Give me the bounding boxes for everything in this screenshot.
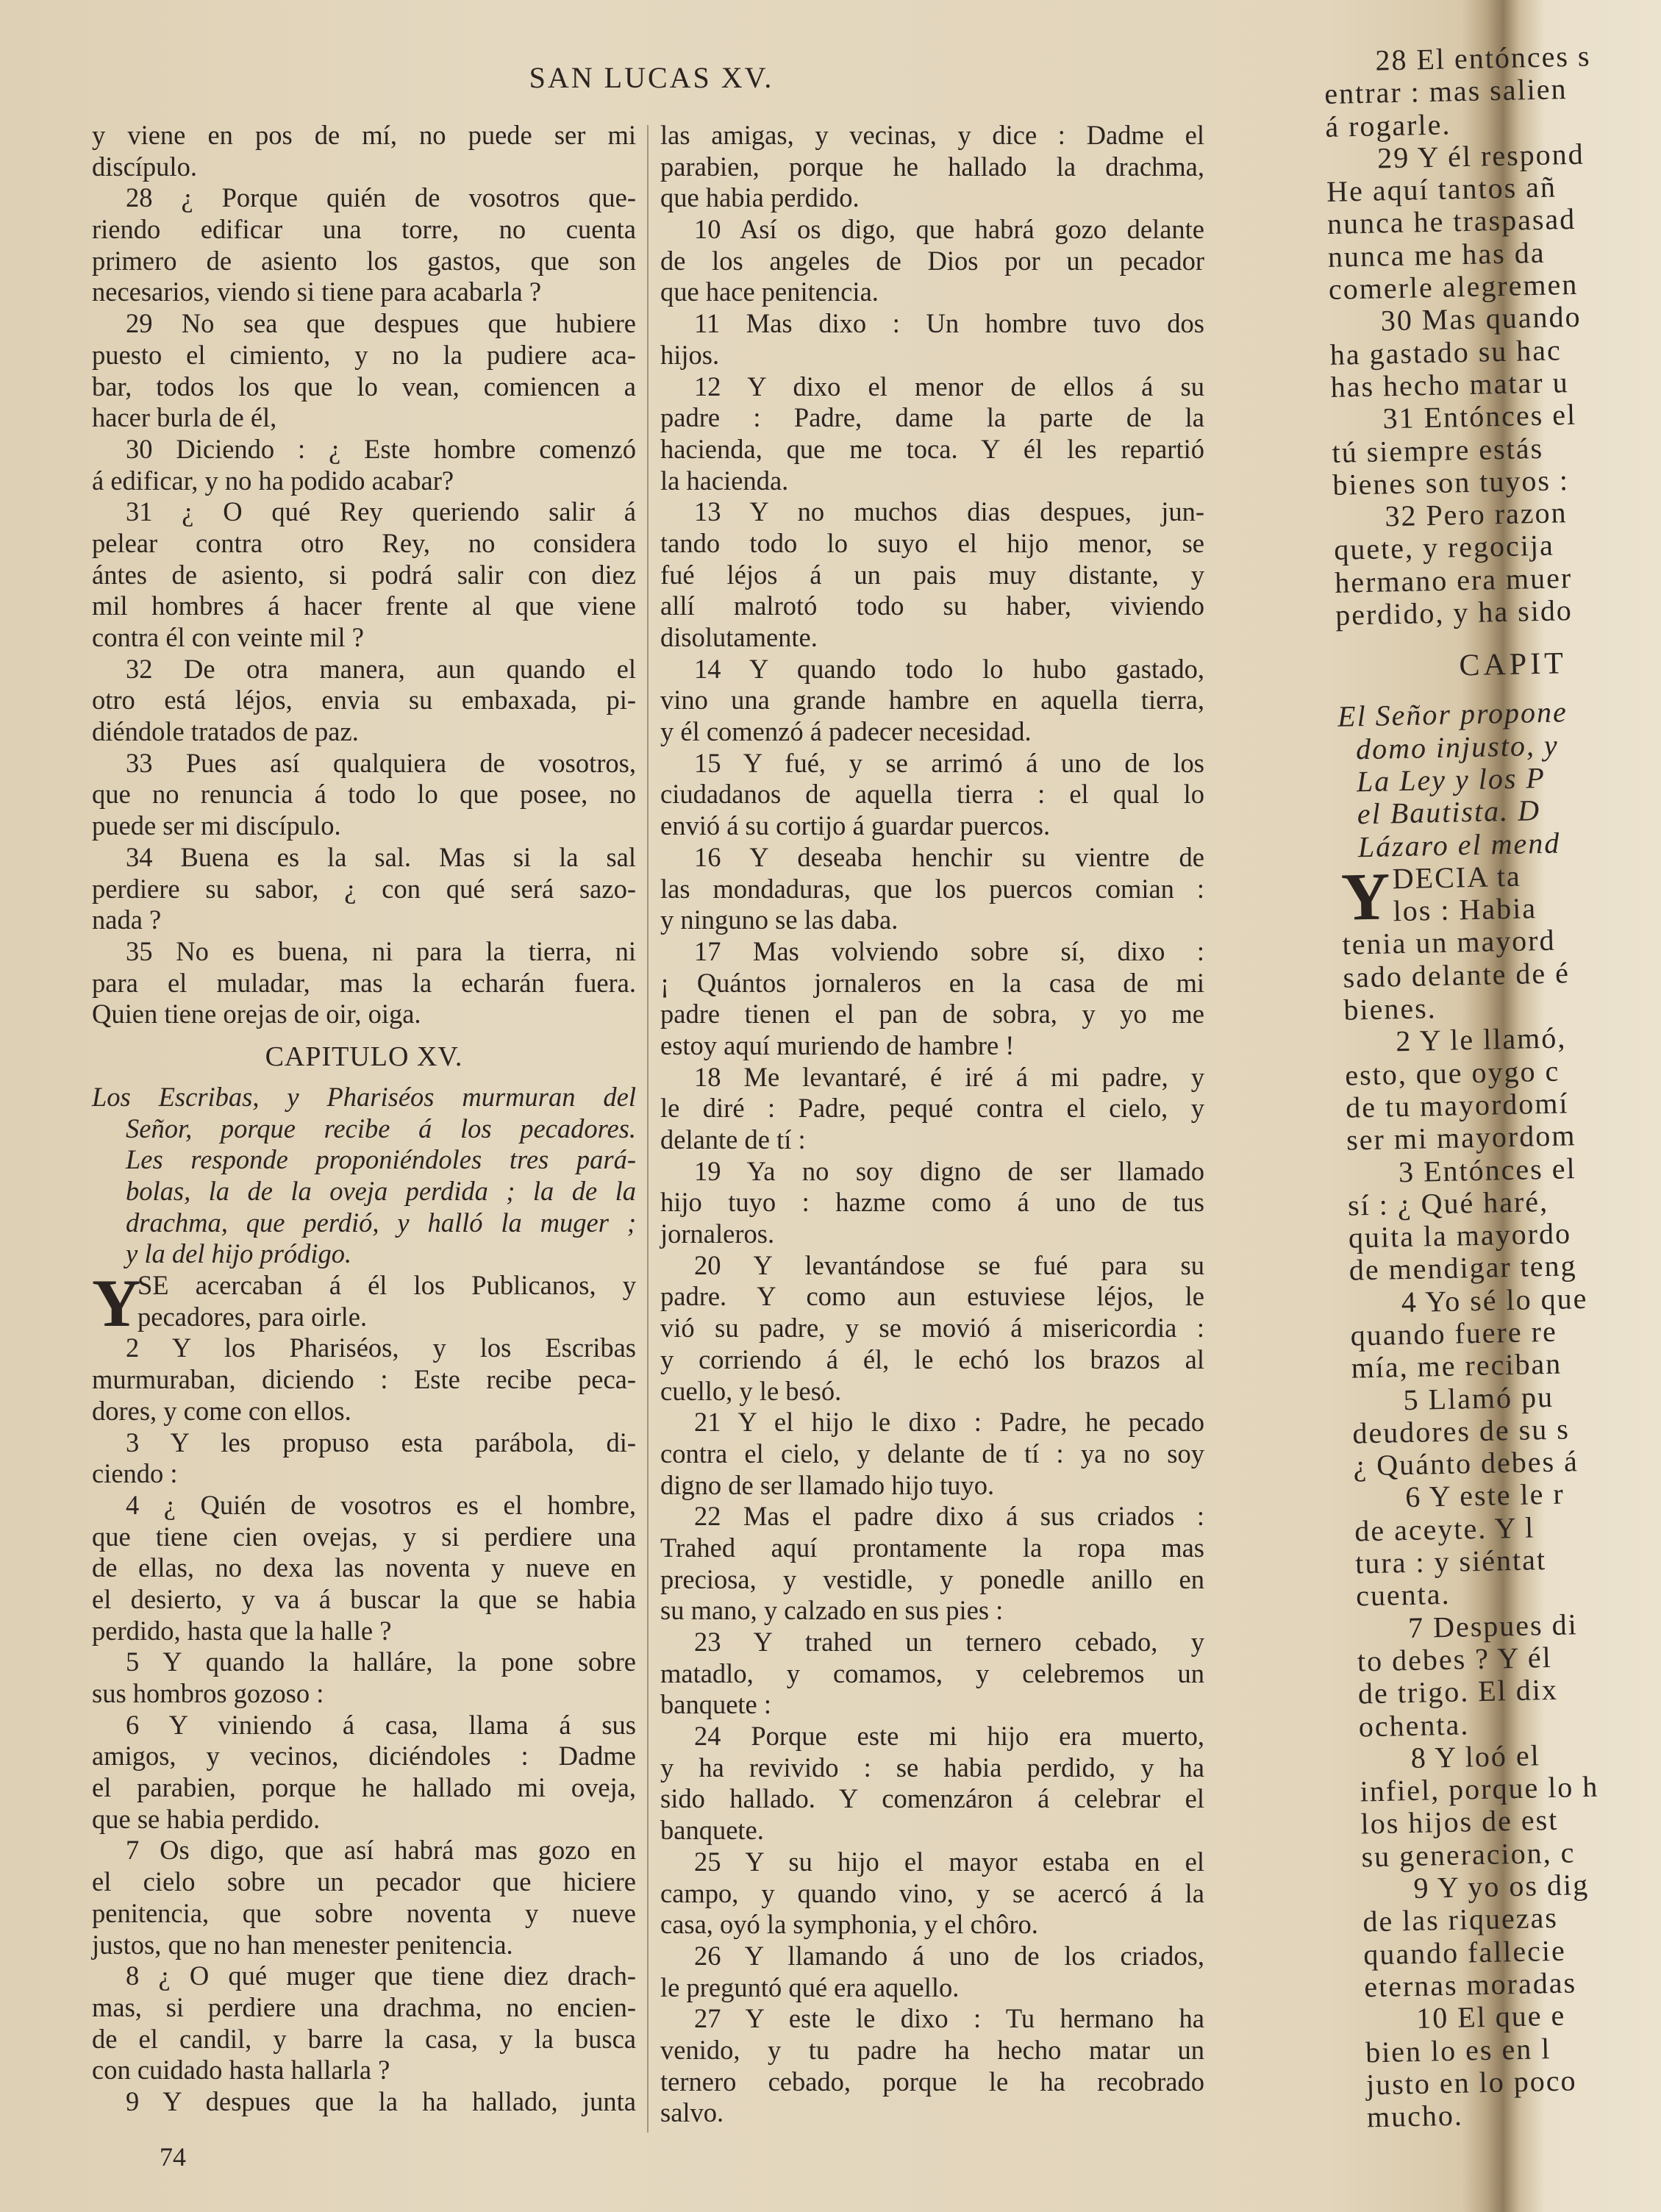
text-line: 30 Mas quando	[1380, 300, 1582, 338]
text-line: parabien, porque he hallado la drachma,	[660, 151, 1204, 182]
text-line: banquete.	[660, 1815, 764, 1846]
text-line: sido hallado. Y comenzáron á celebrar el	[660, 1783, 1204, 1814]
text-line: campo, y quando vino, y se acercó á la	[660, 1877, 1204, 1908]
text-line: allí malrotó todo su haber, viviendo	[660, 591, 1204, 621]
text-line: su generacion, c	[1361, 1835, 1576, 1874]
text-line: ¡ Quántos jornaleros en la casa de mi	[660, 967, 1204, 998]
text-line: eternas moradas	[1363, 1966, 1577, 2004]
text-line: 11 Mas dixo : Un hombre tuvo dos	[694, 308, 1204, 339]
verse-paragraph	[660, 2003, 1204, 2129]
verse-paragraph	[660, 308, 1204, 371]
verse-paragraph	[660, 1627, 1204, 1721]
text-line: de el candil, y barre la casa, y la busca	[92, 2023, 636, 2054]
text-line: de mendigar teng	[1349, 1249, 1577, 1288]
text-line: deudores de su s	[1352, 1412, 1571, 1450]
verse-paragraph	[92, 434, 636, 496]
text-line: estoy aquí muriendo de hambre !	[660, 1030, 1015, 1060]
text-line: el parabien, porque he hallado mi oveja,	[92, 1772, 636, 1803]
text-line: digno de ser llamado hijo tuyo.	[660, 1469, 995, 1500]
verse-paragraph	[660, 654, 1204, 748]
running-title: SAN LUCAS XV.	[529, 61, 774, 94]
text-line: 19 Ya no soy digno de ser llamado	[694, 1155, 1204, 1186]
verse-paragraph	[92, 1835, 636, 1961]
text-line: 24 Porque este mi hijo era muerto,	[694, 1721, 1204, 1752]
text-line: 26 Y llamando á uno de los criados,	[694, 1940, 1204, 1971]
text-line: 4 Yo sé lo que	[1401, 1281, 1588, 1319]
text-line: las amigas, y vecinas, y dice : Dadme el	[660, 120, 1204, 150]
text-line: nunca he traspasad	[1326, 202, 1576, 241]
text-line: vió su padre, y se movió á misericordia :	[660, 1313, 1204, 1344]
text-line: perdiere su sabor, ¿ con qué será sazo-	[92, 873, 636, 904]
text-line: que habia perdido.	[660, 182, 860, 213]
text-line: matadlo, y comamos, y celebremos un	[660, 1658, 1204, 1688]
text-line: 15 Y fué, y se arrimó á uno de los	[694, 747, 1204, 778]
text-line: y ha revivido : se habia perdido, y ha	[660, 1752, 1204, 1783]
text-line: mas, si perdiere una drachma, no encien-	[92, 1991, 636, 2022]
text-line: bar, todos los que lo vean, comiencen a	[92, 371, 636, 402]
text-line: pelear contra otro Rey, no considera	[92, 527, 636, 558]
text-line: justo en lo poco	[1365, 2063, 1577, 2102]
text-line: con cuidado hasta hallarla ?	[92, 2055, 390, 2086]
verse-paragraph	[1333, 496, 1630, 632]
page-number: 74	[160, 2142, 186, 2172]
text-line: ¿ Quánto debes á	[1352, 1444, 1579, 1483]
text-line: salvo.	[660, 2097, 724, 2128]
text-line: que hace penitencia.	[660, 276, 879, 307]
verse-paragraph	[92, 1710, 636, 1835]
text-line: de las riquezas	[1362, 1901, 1559, 1938]
text-line: cuenta.	[1355, 1577, 1451, 1613]
text-line: DECIA ta	[1392, 859, 1522, 896]
text-line: justos, que no han menester penitencia.	[92, 1929, 513, 1960]
text-line: sado delante de é	[1343, 955, 1571, 994]
text-line: 34 Buena es la sal. Mas si la sal	[126, 841, 636, 872]
text-line: le preguntó qué era aquello.	[660, 1972, 960, 2002]
text-line: El Señor propone	[1337, 695, 1568, 734]
verse-paragraph	[660, 1407, 1204, 1501]
text-line: envió á su cortijo á guardar puercos.	[660, 810, 1051, 841]
text-line: hacienda, que me toca. Y él les repartió	[660, 433, 1204, 464]
verse-paragraph	[660, 371, 1204, 497]
left-text-column	[92, 120, 636, 2118]
verse-paragraph	[92, 1332, 636, 1427]
text-line: para el muladar, mas la echarán fuera.	[92, 967, 636, 998]
verse-paragraph	[660, 1721, 1204, 1847]
text-line: 30 Diciendo : ¿ Este hombre comenzó	[126, 433, 636, 464]
text-line: 3 Y les propuso esta parábola, di-	[126, 1427, 636, 1458]
text-line: ántes de asiento, si podrá salir con diez	[92, 559, 636, 590]
text-line: La Ley y los P	[1356, 760, 1546, 799]
text-line: de tu mayordomí	[1345, 1086, 1569, 1124]
chapter-summary	[1337, 695, 1635, 864]
text-line: 29 No sea que despues que hubiere	[126, 308, 636, 339]
text-line: sí : ¿ Qué haré,	[1347, 1184, 1549, 1222]
chapter-summary	[92, 1082, 636, 1270]
text-line: CAPITULO XV.	[265, 1041, 463, 1072]
drop-cap-initial: Y	[92, 1266, 141, 1341]
text-line: quita la mayordo	[1348, 1216, 1572, 1255]
verse-paragraph	[92, 1266, 636, 1341]
text-line: 28 ¿ Porque quién de vosotros que-	[126, 182, 636, 213]
verse-paragraph	[660, 1847, 1204, 1941]
verse-paragraph	[660, 1156, 1204, 1250]
text-line: perdido, y ha sido	[1335, 593, 1574, 632]
text-line: 3 Entónces el	[1398, 1151, 1577, 1188]
text-line: entrar : mas salien	[1324, 72, 1568, 111]
text-line: ternero cebado, porque le ha recobrado	[660, 2066, 1204, 2097]
text-line: padre : Padre, dame la parte de la	[660, 402, 1204, 433]
text-line: hijos.	[660, 339, 720, 370]
text-line: hacer burla de él,	[92, 402, 277, 433]
text-line: las mondaduras, que los puercos comian :	[660, 873, 1204, 904]
text-line: SE acercaban á él los Publicanos, y	[137, 1270, 636, 1301]
text-line: los : Habia	[1393, 891, 1537, 928]
text-line: Quien tiene orejas de oir, oiga.	[92, 999, 421, 1030]
text-line: preciosa, y vestidle, y ponedle anillo en	[660, 1563, 1204, 1594]
text-line: sus hombros gozoso :	[92, 1678, 324, 1708]
text-line: amigos, y vecinos, diciéndoles : Dadme	[92, 1741, 636, 1772]
verse-paragraph	[92, 1646, 636, 1709]
text-line: 20 Y levantándose se fué para su	[694, 1249, 1204, 1280]
text-line: fué léjos á un pais muy distante, y	[660, 559, 1204, 590]
verse-paragraph	[92, 120, 636, 182]
text-line: banquete :	[660, 1689, 772, 1720]
verse-paragraph	[1359, 1737, 1656, 1874]
verse-paragraph	[92, 936, 636, 1030]
chapter-heading	[1336, 626, 1632, 696]
text-line: comerle alegremen	[1328, 267, 1579, 307]
text-line: y ninguno se las daba.	[660, 905, 899, 935]
text-line: vino una grande hambre en aquella tierra,	[660, 685, 1204, 716]
text-line: 5 Llamó pu	[1403, 1380, 1554, 1416]
text-line: 29 Y él respond	[1376, 137, 1585, 175]
text-line: quando fuere re	[1350, 1314, 1558, 1352]
text-line: 33 Pues así qualquiera de vosotros,	[126, 747, 636, 778]
text-line: su mano, y calzado en sus pies :	[660, 1595, 1004, 1626]
text-line: dores, y come con ellos.	[92, 1395, 351, 1426]
text-line: 14 Y quando todo lo hubo gastado,	[694, 653, 1204, 684]
text-line: pecadores, para oirle.	[137, 1301, 368, 1332]
text-line: 31 Entónces el	[1382, 398, 1577, 435]
verse-paragraph	[660, 496, 1204, 653]
text-line: el Bautista. D	[1357, 793, 1541, 831]
verse-paragraph	[1340, 857, 1636, 935]
verse-paragraph	[1342, 923, 1638, 1027]
text-line: mía, me reciban	[1351, 1346, 1562, 1385]
text-line: 13 Y no muchos dias despues, jun-	[694, 496, 1204, 527]
text-line: 10 Así os digo, que habrá gozo delante	[694, 214, 1204, 245]
text-line: tenia un mayord	[1342, 924, 1556, 962]
text-line: que tiene cien ovejas, y si perdiere una	[92, 1521, 636, 1552]
verse-paragraph	[660, 214, 1204, 308]
text-line: ochenta.	[1358, 1707, 1470, 1744]
verse-paragraph	[1326, 137, 1624, 306]
verse-paragraph	[1329, 300, 1625, 404]
text-line: ha gastado su hac	[1329, 332, 1562, 371]
text-line: has hecho matar u	[1330, 365, 1570, 404]
verse-paragraph	[92, 1427, 636, 1490]
text-line: Los Escribas, y Phariséos murmuran del	[92, 1081, 636, 1112]
facing-page-text	[1324, 40, 1661, 2134]
text-line: de ellas, no dexa las noventa y nueve en	[92, 1552, 636, 1583]
column-divider	[647, 125, 649, 2133]
text-line: á rogarle.	[1324, 107, 1451, 143]
text-line: domo injusto, y	[1355, 728, 1559, 766]
text-line: bolas, la de la oveja perdida ; la de la	[126, 1176, 636, 1206]
text-line: tando todo lo suyo el hijo menor, se	[660, 527, 1204, 558]
text-line: mucho.	[1366, 2098, 1464, 2134]
text-line: 27 Y este le dixo : Tu hermano ha	[694, 2003, 1204, 2034]
verse-paragraph	[92, 842, 636, 936]
verse-paragraph	[92, 1490, 636, 1646]
verse-paragraph	[92, 654, 636, 748]
verse-paragraph	[92, 748, 636, 842]
text-line: infiel, porque lo h	[1360, 1769, 1599, 1808]
text-line: penitencia, que sobre noventa y nueve	[92, 1897, 636, 1928]
verse-paragraph	[660, 748, 1204, 842]
text-line: disolutamente.	[660, 622, 818, 652]
verse-paragraph	[92, 1961, 636, 2086]
text-line: 32 Pero razon	[1384, 496, 1568, 533]
text-line: 18 Me levantaré, é iré á mi padre, y	[694, 1061, 1204, 1092]
text-line: diéndole tratados de paz.	[92, 716, 359, 747]
text-line: hijo tuyo : hazme como á uno de tus	[660, 1187, 1204, 1218]
text-line: primero de asiento los gastos, que son	[92, 245, 636, 276]
text-line: 2 Y los Phariséos, y los Escribas	[126, 1332, 636, 1363]
text-line: la hacienda.	[660, 465, 789, 496]
text-line: 12 Y dixo el menor de ellos á su	[694, 371, 1204, 402]
text-line: 6 Y viniendo á casa, llama á sus	[126, 1709, 636, 1740]
text-line: 9 Y despues que la ha hallado, junta	[126, 2086, 636, 2116]
text-line: Trahed aquí prontamente la ropa mas	[660, 1532, 1204, 1563]
text-line: drachma, que perdió, y halló la muger ;	[126, 1207, 636, 1238]
verse-paragraph	[660, 936, 1204, 1062]
chapter-heading	[92, 1030, 636, 1077]
verse-paragraph	[660, 1501, 1204, 1627]
text-line: 28 El entónces s	[1374, 39, 1591, 77]
verse-paragraph	[92, 2086, 636, 2118]
text-line: 23 Y trahed un ternero cebado, y	[694, 1627, 1204, 1657]
text-line: to debes ? Y él	[1357, 1640, 1553, 1678]
verse-paragraph	[1362, 1867, 1659, 2004]
text-line: venido, y tu padre ha hecho matar un	[660, 2034, 1204, 2065]
verse-paragraph	[92, 496, 636, 653]
text-line: ciendo :	[92, 1458, 178, 1489]
verse-paragraph	[660, 1062, 1204, 1156]
text-line: padre tienen el pan de sobra, y yo me	[660, 999, 1204, 1030]
text-line: 35 No es buena, ni para la tierra, ni	[126, 935, 636, 966]
text-line: Lázaro el mend	[1357, 826, 1561, 863]
text-line: 25 Y su hijo el mayor estaba en el	[694, 1846, 1204, 1877]
text-line: y corriendo á él, le echó los brazos al	[660, 1344, 1204, 1374]
text-line: bienes.	[1343, 991, 1437, 1027]
text-line: casa, oyó la symphonia, y el chôro.	[660, 1909, 1038, 1940]
text-line: 2 Y le llamó,	[1395, 1021, 1567, 1058]
text-line: He aquí tantos añ	[1326, 170, 1557, 209]
text-line: hermano era muer	[1334, 560, 1573, 599]
text-line: CAPIT	[1459, 646, 1568, 683]
text-line: 17 Mas volviendo sobre sí, dixo :	[694, 935, 1204, 966]
text-line: puede ser mi discípulo.	[92, 810, 341, 841]
text-line: puesto el cimiento, y no la pudiere aca-	[92, 339, 636, 370]
text-line: 16 Y deseaba henchir su vientre de	[694, 841, 1204, 872]
verse-paragraph	[660, 1941, 1204, 2003]
verse-paragraph	[1357, 1607, 1654, 1744]
text-line: delante de tí :	[660, 1124, 806, 1155]
verse-paragraph	[660, 120, 1204, 214]
text-line: contra él con veinte mil ?	[92, 622, 364, 652]
text-line: 21 Y el hijo le dixo : Padre, he pecado	[694, 1407, 1204, 1438]
text-line: murmuraban, diciendo : Este recibe peca-	[92, 1364, 636, 1395]
text-line: de los angeles de Dios por un pecador	[660, 245, 1204, 276]
text-line: riendo edificar una torre, no cuenta	[92, 214, 636, 245]
text-line: ser mi mayordom	[1346, 1119, 1576, 1157]
verse-paragraph	[1324, 40, 1620, 143]
text-line: 7 Despues di	[1407, 1607, 1579, 1644]
text-line: ciudadanos de aquella tierra : el qual lo	[660, 779, 1204, 810]
text-line: 8 ¿ O qué muger que tiene diez drach-	[126, 1961, 636, 1991]
text-line: 32 De otra manera, aun quando el	[126, 653, 636, 684]
text-line: mil hombres á hacer frente al que viene	[92, 591, 636, 621]
text-line: quete, y regocija	[1333, 529, 1555, 567]
text-line: quando fallecie	[1362, 1933, 1567, 1972]
verse-paragraph	[660, 1250, 1204, 1407]
verse-paragraph	[92, 308, 636, 434]
text-line: tura : y siéntat	[1354, 1543, 1547, 1580]
text-line: le diré : Padre, pequé contra el cielo, y	[660, 1093, 1204, 1124]
text-line: el desierto, y va á buscar la que se habia	[92, 1583, 636, 1614]
text-line: necesarios, viendo si tiene para acabarla ?	[92, 276, 542, 307]
text-line: nunca me has da	[1327, 235, 1546, 274]
text-line: de trigo. El dix	[1357, 1673, 1559, 1710]
text-line: 31 ¿ O qué Rey queriendo salir á	[126, 496, 636, 527]
text-line: 8 Y loó el	[1410, 1738, 1541, 1774]
text-line: Señor, porque recibe á los pecadores.	[126, 1113, 636, 1144]
text-line: á edificar, y no ha podido acabar?	[92, 465, 454, 496]
text-line: y él comenzó á padecer necesidad.	[660, 716, 1032, 747]
text-line: de aceyte. Y l	[1354, 1510, 1535, 1548]
text-line: 10 El que e	[1415, 1998, 1566, 2036]
verse-paragraph	[1365, 1997, 1661, 2134]
drop-cap-initial: Y	[1340, 858, 1393, 935]
text-line: 9 Y yo os dig	[1413, 1868, 1590, 1905]
text-line: 6 Y este le r	[1404, 1477, 1565, 1514]
text-line: bienes son tuyos :	[1332, 463, 1570, 502]
right-text-column	[660, 120, 1204, 2129]
text-line: 4 ¿ Quién de vosotros es el hombre,	[126, 1489, 636, 1520]
text-line: cuello, y le besó.	[660, 1375, 842, 1406]
text-line: perdido, hasta que la halle ?	[92, 1615, 392, 1646]
text-line: y la del hijo pródigo.	[126, 1238, 352, 1269]
verse-paragraph	[1351, 1379, 1648, 1483]
text-line: el cielo sobre un pecador que hiciere	[92, 1866, 636, 1897]
text-line: Les responde proponiéndoles tres pará-	[126, 1144, 636, 1175]
verse-paragraph	[1349, 1281, 1646, 1385]
verse-paragraph	[660, 842, 1204, 936]
text-line: 5 Y quando la halláre, la pone sobre	[126, 1646, 636, 1677]
text-line: 22 Mas el padre dixo á sus criados :	[694, 1501, 1204, 1532]
text-line: discípulo.	[92, 151, 197, 182]
text-line: nada ?	[92, 905, 162, 935]
text-line: padre. Y como aun estuviese léjos, le	[660, 1281, 1204, 1312]
text-line: bien lo es en l	[1365, 2031, 1551, 2069]
text-line: los hijos de est	[1360, 1803, 1559, 1841]
text-line: 7 Os digo, que así habrá mas gozo en	[126, 1835, 636, 1866]
verse-paragraph	[1331, 398, 1627, 502]
text-line: contra el cielo, y delante de tí : ya no soy	[660, 1438, 1204, 1469]
text-line: y viene en pos de mí, no puede ser mi	[92, 120, 636, 150]
text-line: tú siempre estás	[1332, 431, 1544, 469]
text-line: que se habia perdido.	[92, 1803, 321, 1834]
verse-paragraph	[1347, 1151, 1644, 1288]
verse-paragraph	[1354, 1477, 1651, 1613]
text-line: jornaleros.	[660, 1219, 775, 1249]
verse-paragraph	[1344, 1021, 1641, 1157]
text-line: esto, que oygo c	[1344, 1054, 1560, 1092]
verse-paragraph	[92, 182, 636, 308]
text-line: que no renuncia á todo lo que posee, no	[92, 779, 636, 810]
text-line: otro está léjos, envia su embaxada, pi-	[92, 685, 636, 716]
